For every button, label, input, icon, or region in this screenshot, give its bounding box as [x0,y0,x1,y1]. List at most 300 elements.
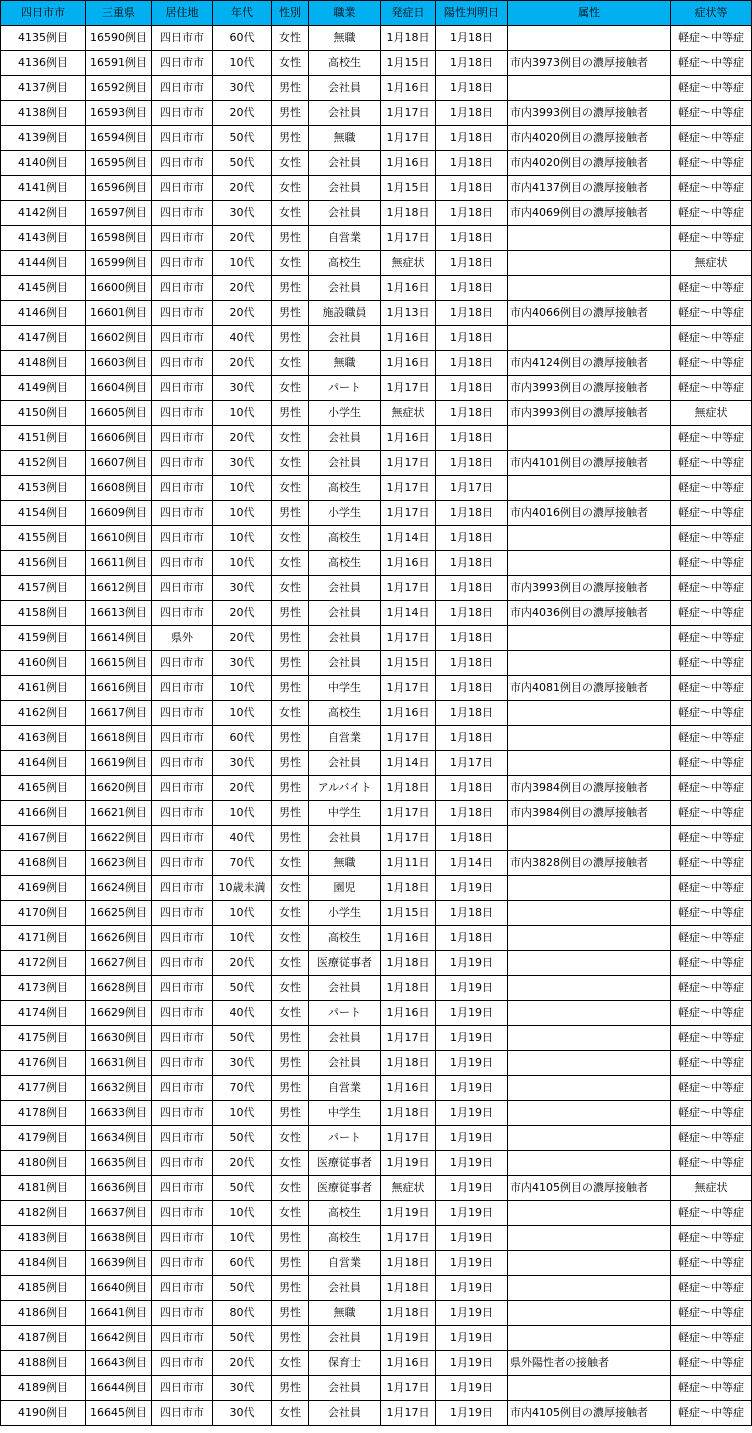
cell-yokkaichi-no: 4180例目 [1,1151,86,1176]
cell-age: 40代 [213,1001,272,1026]
cell-attribute: 市内4124例目の濃厚接触者 [508,351,671,376]
cell-positive-date: 1月18日 [436,251,508,276]
cell-positive-date: 1月18日 [436,326,508,351]
cell-residence: 四日市市 [152,751,213,776]
cell-sex: 男性 [272,601,309,626]
table-row [1,801,752,826]
cell-yokkaichi-no: 4149例目 [1,376,86,401]
cell-symptoms: 軽症～中等症 [671,776,752,801]
cell-occupation: 高校生 [309,51,381,76]
cell-mie-no: 16622例目 [86,826,152,851]
cell-age: 10代 [213,801,272,826]
cell-yokkaichi-no: 4166例目 [1,801,86,826]
cell-attribute: 市内3993例目の濃厚接触者 [508,376,671,401]
cell-onset-date: 1月17日 [381,1401,436,1426]
cell-attribute: 市内4081例目の濃厚接触者 [508,676,671,701]
cell-sex: 男性 [272,226,309,251]
cell-residence: 四日市市 [152,651,213,676]
table-row [1,476,752,501]
cell-yokkaichi-no: 4136例目 [1,51,86,76]
cell-symptoms: 軽症～中等症 [671,326,752,351]
cell-residence: 四日市市 [152,801,213,826]
cell-symptoms: 軽症～中等症 [671,451,752,476]
cell-yokkaichi-no: 4173例目 [1,976,86,1001]
cell-sex: 女性 [272,51,309,76]
header-attribute: 属性 [508,1,671,26]
cell-onset-date: 1月18日 [381,1051,436,1076]
cell-positive-date: 1月18日 [436,276,508,301]
cell-mie-no: 16621例目 [86,801,152,826]
cell-positive-date: 1月18日 [436,201,508,226]
table-row [1,1226,752,1251]
cell-age: 30代 [213,1051,272,1076]
cell-sex: 女性 [272,1151,309,1176]
cell-sex: 男性 [272,801,309,826]
cell-yokkaichi-no: 4178例目 [1,1101,86,1126]
header-onset-date: 発症日 [381,1,436,26]
cell-positive-date: 1月19日 [436,1251,508,1276]
cell-attribute [508,926,671,951]
cell-onset-date: 1月16日 [381,426,436,451]
cell-positive-date: 1月19日 [436,1301,508,1326]
cell-onset-date: 1月17日 [381,376,436,401]
cell-age: 10代 [213,701,272,726]
cell-onset-date: 1月17日 [381,1126,436,1151]
cell-onset-date: 1月17日 [381,226,436,251]
cell-sex: 女性 [272,426,309,451]
cell-occupation: 会社員 [309,751,381,776]
cell-attribute: 市内4036例目の濃厚接触者 [508,601,671,626]
cell-onset-date: 1月17日 [381,1376,436,1401]
cell-age: 40代 [213,326,272,351]
cell-age: 50代 [213,1276,272,1301]
cell-age: 50代 [213,1326,272,1351]
cell-symptoms: 軽症～中等症 [671,951,752,976]
cell-residence: 四日市市 [152,676,213,701]
cell-sex: 男性 [272,1051,309,1076]
cell-yokkaichi-no: 4181例目 [1,1176,86,1201]
cell-residence: 四日市市 [152,876,213,901]
cell-onset-date: 1月18日 [381,976,436,1001]
cell-symptoms: 軽症～中等症 [671,201,752,226]
cell-attribute [508,1026,671,1051]
cell-sex: 男性 [272,326,309,351]
cell-mie-no: 16612例目 [86,576,152,601]
cell-symptoms: 軽症～中等症 [671,976,752,1001]
table-row [1,1376,752,1401]
table-row [1,676,752,701]
cell-occupation: 会社員 [309,201,381,226]
cell-occupation: 会社員 [309,426,381,451]
cell-residence: 四日市市 [152,326,213,351]
cell-symptoms: 軽症～中等症 [671,926,752,951]
cell-residence: 四日市市 [152,1051,213,1076]
cell-attribute [508,1251,671,1276]
cell-attribute [508,1051,671,1076]
cell-positive-date: 1月18日 [436,451,508,476]
cell-onset-date: 1月16日 [381,276,436,301]
cell-occupation: 小学生 [309,401,381,426]
cell-occupation: 自営業 [309,726,381,751]
cell-mie-no: 16625例目 [86,901,152,926]
cell-positive-date: 1月19日 [436,1226,508,1251]
cell-mie-no: 16632例目 [86,1076,152,1101]
cell-positive-date: 1月18日 [436,776,508,801]
cell-onset-date: 1月19日 [381,1326,436,1351]
cell-symptoms: 軽症～中等症 [671,1051,752,1076]
cell-residence: 四日市市 [152,726,213,751]
table-row [1,401,752,426]
cell-onset-date: 1月17日 [381,126,436,151]
table-row [1,201,752,226]
cell-residence: 四日市市 [152,301,213,326]
cell-occupation: 高校生 [309,701,381,726]
cell-positive-date: 1月18日 [436,801,508,826]
cell-residence: 四日市市 [152,401,213,426]
cell-sex: 男性 [272,501,309,526]
cell-symptoms: 軽症～中等症 [671,1351,752,1376]
cell-attribute: 市内3993例目の濃厚接触者 [508,101,671,126]
cell-symptoms: 軽症～中等症 [671,1076,752,1101]
cell-positive-date: 1月19日 [436,1076,508,1101]
header-positive-date: 陽性判明日 [436,1,508,26]
cell-onset-date: 1月17日 [381,576,436,601]
cell-occupation: 会社員 [309,1326,381,1351]
table-row [1,1276,752,1301]
cell-attribute: 市内4069例目の濃厚接触者 [508,201,671,226]
cell-symptoms: 軽症～中等症 [671,826,752,851]
table-row [1,926,752,951]
cell-symptoms: 無症状 [671,251,752,276]
cell-residence: 四日市市 [152,276,213,301]
cell-age: 20代 [213,276,272,301]
cell-yokkaichi-no: 4185例目 [1,1276,86,1301]
table-row [1,151,752,176]
cell-sex: 女性 [272,701,309,726]
cell-positive-date: 1月18日 [436,626,508,651]
table-row [1,751,752,776]
cell-occupation: 無職 [309,351,381,376]
cell-residence: 四日市市 [152,1226,213,1251]
cell-symptoms: 軽症～中等症 [671,126,752,151]
table-row [1,1201,752,1226]
cell-positive-date: 1月14日 [436,851,508,876]
table-row [1,1026,752,1051]
cell-mie-no: 16595例目 [86,151,152,176]
cell-mie-no: 16600例目 [86,276,152,301]
cell-age: 40代 [213,826,272,851]
cell-age: 10代 [213,551,272,576]
cell-onset-date: 1月14日 [381,751,436,776]
cell-yokkaichi-no: 4176例目 [1,1051,86,1076]
header-yokkaichi-no: 四日市市 [1,1,86,26]
cell-mie-no: 16615例目 [86,651,152,676]
cell-symptoms: 軽症～中等症 [671,1026,752,1051]
cell-occupation: 医療従事者 [309,951,381,976]
cell-age: 70代 [213,851,272,876]
table-row [1,1401,752,1426]
cell-mie-no: 16637例目 [86,1201,152,1226]
cell-sex: 女性 [272,1001,309,1026]
cell-yokkaichi-no: 4146例目 [1,301,86,326]
table-row [1,276,752,301]
cell-attribute: 市内3993例目の濃厚接触者 [508,401,671,426]
cell-symptoms: 軽症～中等症 [671,226,752,251]
table-body [1,26,752,1426]
cell-onset-date: 1月15日 [381,51,436,76]
table-row [1,1076,752,1101]
cell-attribute [508,1301,671,1326]
cell-mie-no: 16620例目 [86,776,152,801]
cell-attribute: 市内3993例目の濃厚接触者 [508,576,671,601]
cell-mie-no: 16610例目 [86,526,152,551]
cell-sex: 女性 [272,876,309,901]
cell-age: 20代 [213,776,272,801]
cell-positive-date: 1月17日 [436,476,508,501]
cell-yokkaichi-no: 4163例目 [1,726,86,751]
cell-age: 10代 [213,501,272,526]
cell-attribute: 市内4101例目の濃厚接触者 [508,451,671,476]
cell-sex: 女性 [272,351,309,376]
cell-attribute [508,276,671,301]
cell-positive-date: 1月18日 [436,176,508,201]
cell-residence: 四日市市 [152,1101,213,1126]
cell-yokkaichi-no: 4142例目 [1,201,86,226]
cell-occupation: 中学生 [309,1101,381,1126]
cell-onset-date: 1月18日 [381,1301,436,1326]
cell-yokkaichi-no: 4144例目 [1,251,86,276]
cell-symptoms: 軽症～中等症 [671,1201,752,1226]
cell-symptoms: 軽症～中等症 [671,301,752,326]
cell-onset-date: 1月17日 [381,626,436,651]
cell-residence: 四日市市 [152,976,213,1001]
cell-positive-date: 1月19日 [436,951,508,976]
cell-onset-date: 1月16日 [381,151,436,176]
cell-onset-date: 1月17日 [381,676,436,701]
cell-age: 50代 [213,126,272,151]
table-row [1,551,752,576]
cell-sex: 女性 [272,576,309,601]
cell-age: 20代 [213,951,272,976]
cell-attribute [508,876,671,901]
table-row [1,426,752,451]
cell-attribute: 市内4020例目の濃厚接触者 [508,126,671,151]
cell-occupation: 自営業 [309,1251,381,1276]
cell-onset-date: 1月17日 [381,826,436,851]
cell-onset-date: 1月14日 [381,526,436,551]
cell-residence: 四日市市 [152,1301,213,1326]
cell-positive-date: 1月18日 [436,551,508,576]
cell-yokkaichi-no: 4147例目 [1,326,86,351]
cell-age: 10歳未満 [213,876,272,901]
cell-symptoms: 軽症～中等症 [671,1101,752,1126]
cell-onset-date: 1月18日 [381,1251,436,1276]
cell-yokkaichi-no: 4168例目 [1,851,86,876]
cell-residence: 四日市市 [152,526,213,551]
cell-mie-no: 16624例目 [86,876,152,901]
table-row [1,1151,752,1176]
cell-positive-date: 1月19日 [436,1401,508,1426]
cell-residence: 四日市市 [152,901,213,926]
cell-attribute [508,951,671,976]
cell-attribute [508,651,671,676]
table-row [1,226,752,251]
cell-residence: 四日市市 [152,926,213,951]
cell-occupation: 高校生 [309,1201,381,1226]
cell-attribute: 市内4020例目の濃厚接触者 [508,151,671,176]
cell-yokkaichi-no: 4145例目 [1,276,86,301]
cell-occupation: 小学生 [309,501,381,526]
table-row [1,176,752,201]
cell-symptoms: 軽症～中等症 [671,1151,752,1176]
cell-age: 10代 [213,1101,272,1126]
cell-occupation: 高校生 [309,551,381,576]
cell-positive-date: 1月18日 [436,901,508,926]
cell-sex: 男性 [272,1276,309,1301]
cell-yokkaichi-no: 4177例目 [1,1076,86,1101]
cell-mie-no: 16635例目 [86,1151,152,1176]
cell-attribute [508,1226,671,1251]
cell-positive-date: 1月19日 [436,1026,508,1051]
cell-symptoms: 軽症～中等症 [671,1001,752,1026]
cell-symptoms: 軽症～中等症 [671,1376,752,1401]
cell-occupation: 会社員 [309,76,381,101]
cell-residence: 四日市市 [152,1026,213,1051]
cell-occupation: 高校生 [309,926,381,951]
cell-sex: 女性 [272,451,309,476]
cell-sex: 男性 [272,1326,309,1351]
cell-mie-no: 16608例目 [86,476,152,501]
cell-yokkaichi-no: 4187例目 [1,1326,86,1351]
cell-age: 70代 [213,1076,272,1101]
cell-mie-no: 16614例目 [86,626,152,651]
cell-positive-date: 1月18日 [436,351,508,376]
cell-yokkaichi-no: 4138例目 [1,101,86,126]
cell-onset-date: 1月15日 [381,651,436,676]
cell-attribute [508,1126,671,1151]
cell-residence: 四日市市 [152,601,213,626]
header-occupation: 職業 [309,1,381,26]
cell-mie-no: 16603例目 [86,351,152,376]
cell-onset-date: 1月18日 [381,1276,436,1301]
table-row [1,301,752,326]
cell-symptoms: 軽症～中等症 [671,1226,752,1251]
cell-symptoms: 軽症～中等症 [671,851,752,876]
cell-sex: 男性 [272,826,309,851]
cell-age: 30代 [213,451,272,476]
cell-mie-no: 16607例目 [86,451,152,476]
cell-residence: 四日市市 [152,826,213,851]
cell-residence: 四日市市 [152,1326,213,1351]
cell-symptoms: 軽症～中等症 [671,526,752,551]
cell-occupation: 自営業 [309,1076,381,1101]
table-row [1,951,752,976]
cell-attribute [508,326,671,351]
cell-residence: 四日市市 [152,101,213,126]
cell-yokkaichi-no: 4160例目 [1,651,86,676]
cell-onset-date: 1月18日 [381,1101,436,1126]
cell-mie-no: 16593例目 [86,101,152,126]
cell-yokkaichi-no: 4150例目 [1,401,86,426]
cell-positive-date: 1月18日 [436,126,508,151]
cell-mie-no: 16597例目 [86,201,152,226]
header-symptoms: 症状等 [671,1,752,26]
cell-occupation: 中学生 [309,676,381,701]
cell-occupation: 無職 [309,126,381,151]
cell-occupation: 会社員 [309,1401,381,1426]
cell-yokkaichi-no: 4171例目 [1,926,86,951]
cell-symptoms: 軽症～中等症 [671,176,752,201]
cell-age: 50代 [213,1126,272,1151]
cell-onset-date: 1月15日 [381,176,436,201]
header-row [1,1,752,26]
cell-positive-date: 1月18日 [436,426,508,451]
cell-mie-no: 16606例目 [86,426,152,451]
cell-symptoms: 軽症～中等症 [671,1126,752,1151]
cell-onset-date: 1月16日 [381,1001,436,1026]
cell-attribute [508,626,671,651]
cell-mie-no: 16636例目 [86,1176,152,1201]
cell-mie-no: 16639例目 [86,1251,152,1276]
cell-yokkaichi-no: 4170例目 [1,901,86,926]
cell-occupation: 高校生 [309,526,381,551]
cell-onset-date: 1月17日 [381,1226,436,1251]
cell-residence: 四日市市 [152,1401,213,1426]
cell-positive-date: 1月19日 [436,1001,508,1026]
cell-residence: 四日市市 [152,26,213,51]
cell-sex: 女性 [272,151,309,176]
cell-mie-no: 16609例目 [86,501,152,526]
table-row [1,576,752,601]
cell-mie-no: 16602例目 [86,326,152,351]
cell-occupation: アルバイト [309,776,381,801]
cell-mie-no: 16590例目 [86,26,152,51]
cell-residence: 四日市市 [152,451,213,476]
cell-residence: 四日市市 [152,76,213,101]
cell-residence: 四日市市 [152,701,213,726]
cell-age: 50代 [213,1176,272,1201]
cell-symptoms: 軽症～中等症 [671,751,752,776]
cell-attribute [508,1326,671,1351]
table-row [1,976,752,1001]
cell-onset-date: 1月17日 [381,1026,436,1051]
cell-positive-date: 1月17日 [436,751,508,776]
cell-sex: 女性 [272,526,309,551]
cell-symptoms: 軽症～中等症 [671,576,752,601]
cell-attribute [508,701,671,726]
cell-yokkaichi-no: 4159例目 [1,626,86,651]
table-row [1,1101,752,1126]
header-mie-no: 三重県 [86,1,152,26]
cell-positive-date: 1月18日 [436,376,508,401]
cell-symptoms: 軽症～中等症 [671,601,752,626]
cell-positive-date: 1月19日 [436,1176,508,1201]
cell-sex: 男性 [272,301,309,326]
cell-age: 20代 [213,626,272,651]
cell-mie-no: 16628例目 [86,976,152,1001]
cell-positive-date: 1月18日 [436,101,508,126]
cell-positive-date: 1月19日 [436,1276,508,1301]
table-row [1,601,752,626]
cell-age: 30代 [213,76,272,101]
cell-age: 20代 [213,176,272,201]
cell-symptoms: 軽症～中等症 [671,151,752,176]
cell-residence: 四日市市 [152,1176,213,1201]
cell-attribute: 市内3984例目の濃厚接触者 [508,776,671,801]
cell-mie-no: 16618例目 [86,726,152,751]
cell-positive-date: 1月18日 [436,826,508,851]
cell-mie-no: 16627例目 [86,951,152,976]
